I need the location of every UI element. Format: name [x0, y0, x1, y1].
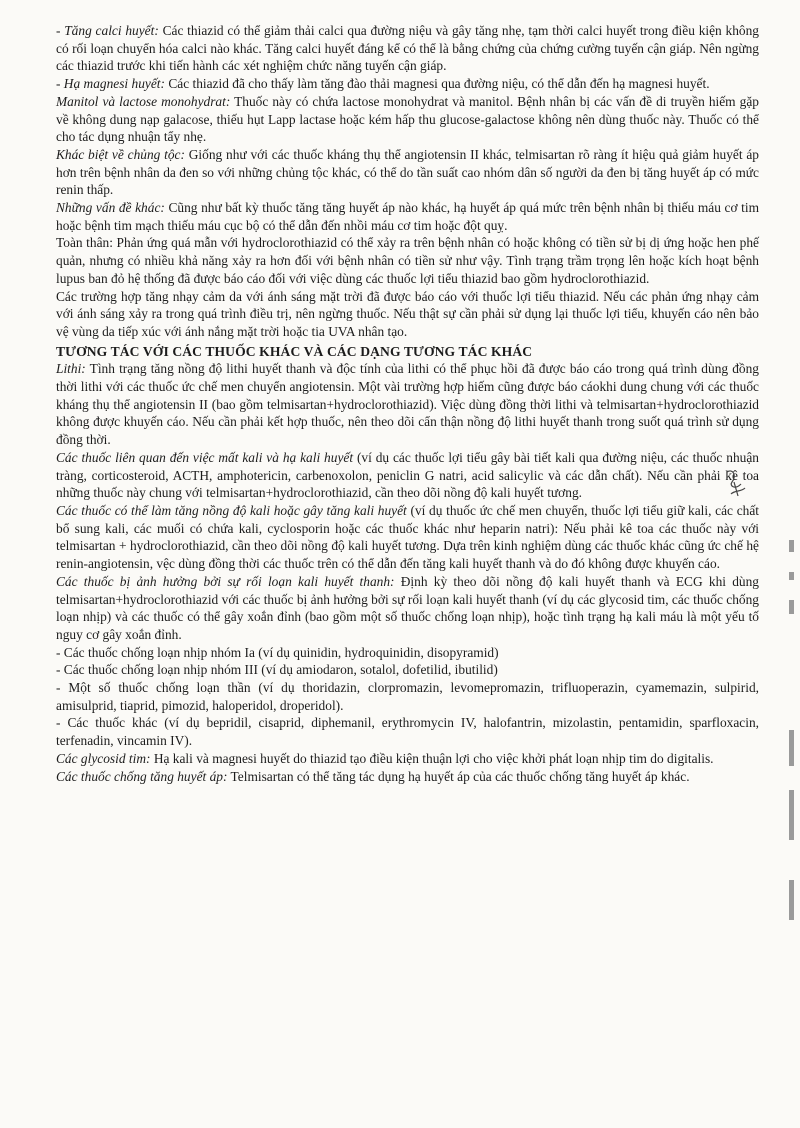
para-text: Các thiazid có thể giảm thải calci qua đường niệu và gây tăng nhẹ, tạm thời calci huyết trong điều kiện không có rối loạn chuyển hóa calci nào khác. Tăng calci huyết đáng kể có thể là bằng chứng của chứng cường tuyến cận giáp. Nên ngừng các thiazid trước khi tiến hành các xét nghiệm chức năng tuyến cận giáp.: [56, 23, 760, 74]
para-label: Toàn thân:: [56, 235, 113, 251]
para-text: (ví dụ các thuốc lợi tiểu gây bài tiết kali qua đường niệu, các thuốc nhuận tràng, corticosteroid, ACTH, amphotericin, carbenoxolon, peniclin G natri, acid salicylic và các dẫn chất). Nếu cần phải kê toa những thuốc này chung với telmisartan+hydroclorothiazid, cần theo dõi nồng độ kali huyết tương.: [56, 449, 759, 501]
para-label: - Tăng calci huyết:: [56, 23, 159, 38]
para-text: Định kỳ theo dõi nồng độ kali huyết thanh và ECG khi dùng telmisartan+hydroclorothiazid với các thuốc bị ảnh hưởng bởi sự rối loạn kali huyết thanh (ví dụ các glycosid tim, các thuốc chống loạn nhịp) và các thuốc có thể gây xoắn đỉnh (bao gồm một số thuốc chống loạn nhịp), hoặc tình trạng hạ kali máu là một yếu tố nguy cơ gây xoắn đỉnh.: [56, 573, 759, 642]
para-text: - Các thuốc chống loạn nhịp nhóm III (ví dụ amiodaron, sotalol, dofetilid, ibutilid): [56, 662, 498, 678]
para-text: (ví dụ thuốc ức chế men chuyển, thuốc lợi tiểu giữ kali, các chất bổ sung kali, các muối có chứa kali, cyclosporin hoặc các thuốc khác như heparin natri): Nếu phải kê toa các thuốc này với telmisartan + hydroclorothiazid, cần theo dõi nồng độ kali huyết tương. Dựa trên kinh nghiệm dùng các thuốc khác cũng ức chế hệ renin-angiotensin, vệc dùng đồng thời các thuốc trên có thể dẫn đến tăng kali huyết thanh và do đó không được khuyến cáo.: [56, 502, 759, 572]
para-text: Các thiazid đã cho thấy làm tăng đào thải magnesi qua đường niệu, có thể dẫn đến hạ magnesi huyết.: [164, 76, 710, 92]
para-hypercalcemia: [56, 22, 759, 75]
document-page: [56, 22, 759, 785]
para-label: Những vấn đề khác:: [56, 200, 165, 216]
list-item: [56, 644, 759, 662]
initials-mark: [723, 466, 749, 500]
scan-edge-mark: [789, 572, 794, 580]
para-text: - Các thuốc khác (ví dụ bepridil, cisaprid, diphemanil, erythromycin IV, halofantrin, mizolastin, pentamidin, sparfloxacin, terfenadin, vincamin IV).: [56, 715, 759, 749]
para-label: - Hạ magnesi huyết:: [56, 76, 165, 92]
para-hypomagnesemia: [56, 75, 759, 93]
para-potassium-loss: [56, 449, 759, 502]
para-excipients: [56, 93, 759, 146]
para-text: Cũng như bất kỳ thuốc tăng tăng huyết áp nào khác, hạ huyết áp quá mức trên bệnh nhân bị thiếu máu cơ tim hoặc bệnh tim mạch thiếu máu cục bộ có thể dẫn đến nhồi máu cơ tim hoặc đột quỵ.: [56, 200, 759, 233]
para-text: Các trường hợp tăng nhạy cảm da với ánh sáng mặt trời đã được báo cáo với thuốc lợi tiểu thiazid. Nếu các phản ứng nhạy cảm với ánh sáng xảy ra trong quá trình điều trị, nên ngừng thuốc. Nếu thật sự cần phải sử dụng lại thuốc lợi tiểu, khuyến cáo nên bảo vệ vùng da tiếp xúc với ánh nắng mặt trời hoặc tia UVA nhân tạo.: [56, 288, 759, 339]
para-label: Các glycosid tim:: [56, 750, 151, 766]
para-text: - Các thuốc chống loạn nhịp nhóm Ia (ví dụ quinidin, hydroquinidin, disopyramid): [56, 644, 499, 660]
para-text: Phản ứng quá mẫn với hydroclorothiazid có thể xảy ra trên bệnh nhân có hoặc không có tiền sử bị dị ứng hoặc hen phế quản, nhưng có nhiều khả năng xảy ra hơn đối với bệnh nhân có tiền sử như vậy. Tình trạng trầm trọng lên hoặc kích hoạt bệnh lupus ban đỏ hệ thống đã được báo cáo đối với việc dùng các thuốc lợi tiểu thiazid bao gồm hydroclorothiazid.: [56, 235, 759, 286]
para-label: Các thuốc liên quan đến việc mất kali và hạ kali huyết: [56, 449, 354, 465]
para-systemic: [56, 234, 759, 287]
para-label: Các thuốc chống tăng huyết áp:: [56, 768, 228, 784]
para-text: Hạ kali và magnesi huyết do thiazid tạo điều kiện thuận lợi cho việc khởi phát loạn nhịp tim do digitalis.: [150, 750, 714, 766]
para-photosensitivity: [56, 288, 759, 341]
section-heading: TƯƠNG TÁC VỚI CÁC THUỐC KHÁC VÀ CÁC DẠNG TƯƠNG TÁC KHÁC: [56, 343, 533, 359]
scan-edge-mark: [789, 540, 794, 552]
scan-edge-mark: [789, 730, 794, 766]
list-item: [56, 714, 759, 749]
para-label: Các thuốc bị ảnh hưởng bởi sự rối loạn kali huyết thanh:: [56, 573, 395, 589]
para-label: Khác biệt về chủng tộc:: [56, 146, 185, 162]
para-label: Các thuốc có thể làm tăng nồng độ kali hoặc gây tăng kali huyết: [56, 502, 407, 518]
scan-edge-mark: [789, 880, 794, 920]
para-text: Telmisartan có thể tăng tác dụng hạ huyết áp của các thuốc chống tăng huyết áp khác.: [227, 768, 690, 784]
para-text: - Một số thuốc chống loạn thần (ví dụ thoridazin, clorpromazin, levomepromazin, trifluoperazin, cyamemazin, sulpirid, amisulprid, tiaprid, pimozid, haloperidol, droperidol).: [56, 680, 759, 713]
para-cardiac-glycosides: [56, 750, 759, 768]
para-lithium: [56, 360, 759, 449]
para-serum-potassium: [56, 573, 759, 644]
scan-edge-mark: [789, 790, 794, 840]
para-text: Giống như với các thuốc kháng thụ thể angiotensin II khác, telmisartan rõ ràng ít hiệu quả giảm huyết áp hơn trên bệnh nhân da đen so với những chủng tộc khác, có thể do tần suất cao nhóm dân số người da đen bị tăng huyết áp có mức renin thấp.: [56, 146, 760, 198]
para-ethnic-differences: [56, 146, 759, 199]
para-other-issues: [56, 199, 759, 234]
list-item: [56, 679, 759, 714]
list-item: [56, 661, 759, 679]
para-label: Manitol và lactose monohydrat:: [56, 93, 231, 109]
para-text: Tình trạng tăng nồng độ lithi huyết thanh và độc tính của lithi có thể phục hồi đã được báo cáo trong quá trình dùng đồng thời lithi với các thuốc ức chế men chuyển angiotensin. Một vài trường hợp hiếm cũng được báo cáokhi dung chung với các thuốc kháng thụ thể angiotensin II (bao gồm telmisartan+hydroclorothiazid). Việc dùng đồng thời lithi và telmisartan+hydroclorothiazid không được khuyến cáo. Nếu cần phải kết hợp thuốc, nên theo dõi cẩn thận nồng độ lithi huyết thanh trong suốt quá trình sử dụng đồng thời.: [56, 361, 759, 448]
para-potassium-increase: [56, 502, 759, 573]
para-text: Thuốc này có chứa lactose monohydrat và manitol. Bệnh nhân bị các vấn đề di truyền hiếm gặp về không dung nạp galacose, thiếu hụt Lapp lactase hoặc kém hấp thu glucose-galactose không nên dùng thuốc này. Thuốc có thể cho tác dụng nhuận tẩy nhẹ.: [56, 93, 759, 145]
para-antihypertensives: [56, 768, 759, 786]
scan-edge-mark: [789, 600, 794, 614]
para-label: Lithi:: [56, 361, 86, 377]
